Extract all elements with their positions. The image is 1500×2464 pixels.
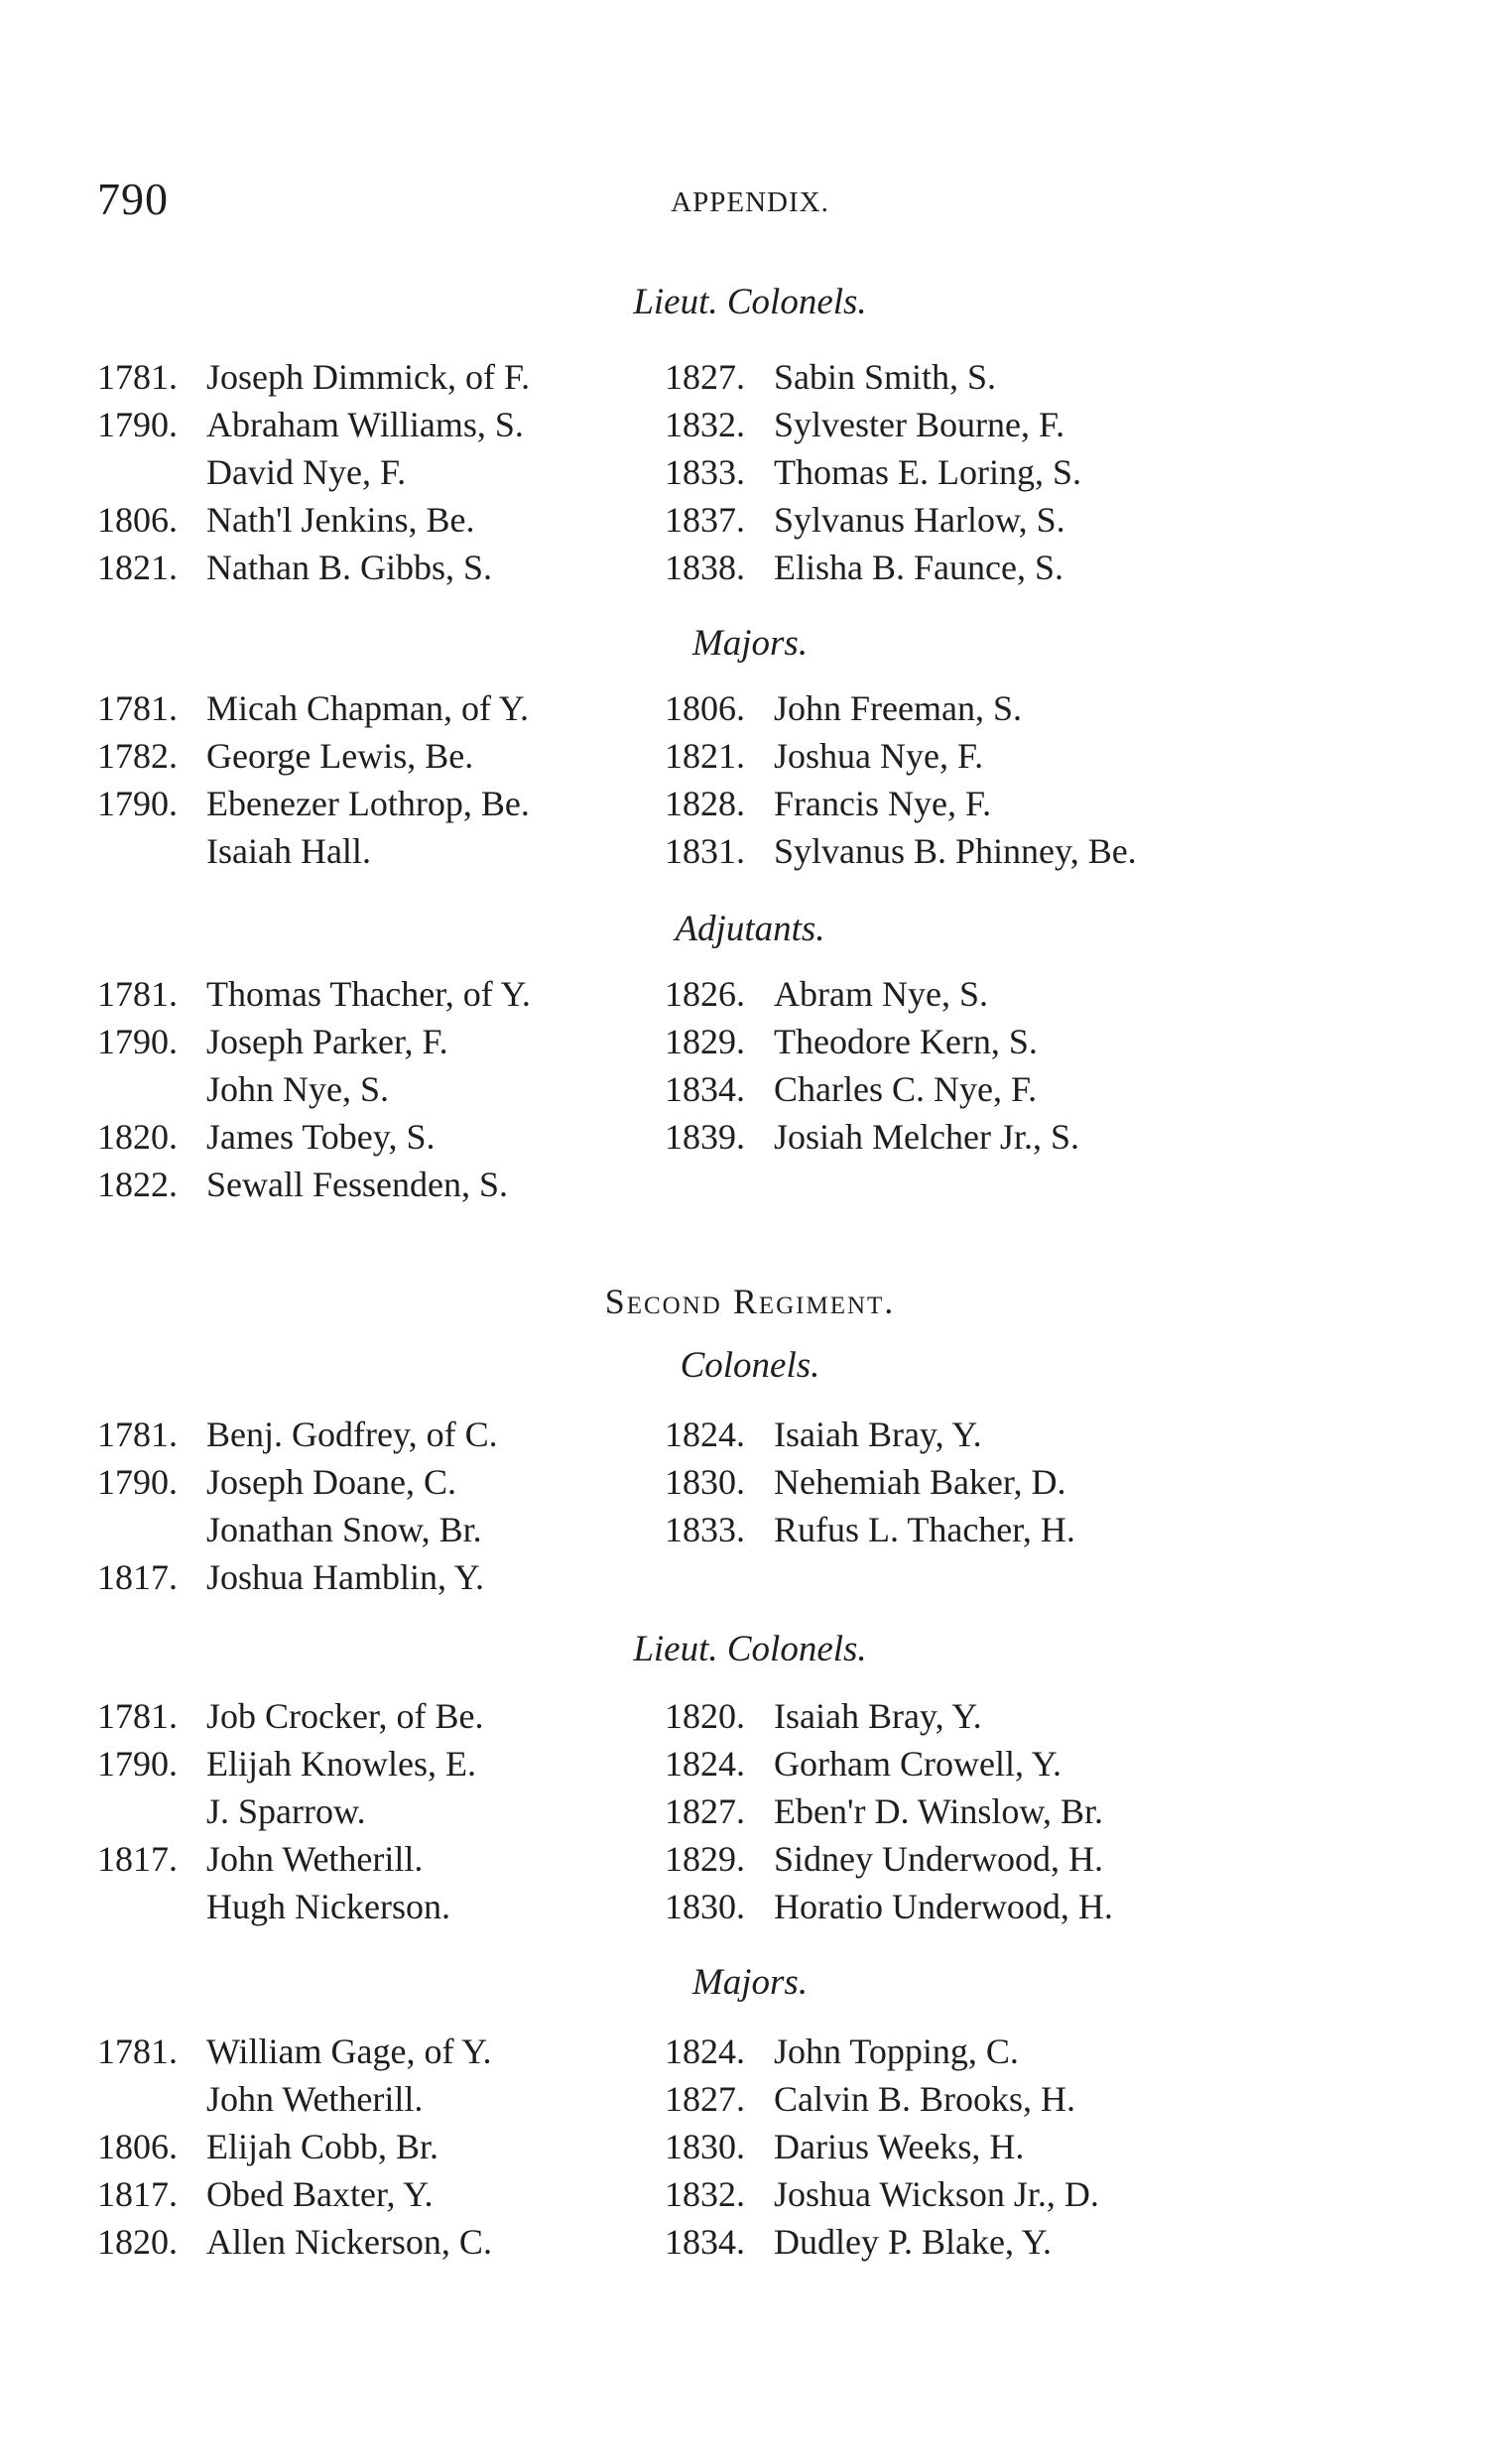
entry-name: Nathan B. Gibbs, S. [206, 548, 492, 587]
entry-year: 1829. [665, 1022, 745, 1061]
page-number: 790 [97, 174, 169, 224]
entry-name: Theodore Kern, S. [774, 1022, 1038, 1061]
entry-year: 1830. [665, 1887, 745, 1926]
entry-year: 1824. [665, 1415, 745, 1454]
entry-name: Joshua Nye, F. [774, 736, 984, 776]
entry-year: 1826. [665, 974, 745, 1014]
regiment-title: Second Regiment. [604, 1282, 896, 1321]
entry-year: 1781. [97, 2032, 178, 2071]
entry-year: 1831. [665, 831, 745, 871]
entry-name: William Gage, of Y. [206, 2032, 492, 2071]
entry-name: John Wetherill. [206, 1839, 424, 1879]
entry-name: Elijah Knowles, E. [206, 1744, 476, 1784]
entry-name: Josiah Melcher Jr., S. [774, 1117, 1079, 1157]
entry-name: Joshua Wickson Jr., D. [774, 2174, 1099, 2214]
entry-name: Obed Baxter, Y. [206, 2174, 434, 2214]
entry-year: 1833. [665, 1510, 745, 1549]
entry-year: 1821. [97, 548, 178, 587]
entry-name: John Freeman, S. [774, 688, 1022, 728]
entry-name: Sylvester Bourne, F. [774, 405, 1065, 444]
entry-year: 1806. [97, 2127, 178, 2166]
entry-year: 1834. [665, 1069, 745, 1109]
entry-year: 1820. [97, 1117, 178, 1157]
entry-name: Benj. Godfrey, of C. [206, 1415, 498, 1454]
entry-year: 1781. [97, 1696, 178, 1736]
entry-name: J. Sparrow. [206, 1791, 366, 1831]
entry-name: Jonathan Snow, Br. [206, 1510, 482, 1549]
entry-name: Nath'l Jenkins, Be. [206, 500, 475, 540]
entry-name: John Topping, C. [774, 2032, 1019, 2071]
entry-name: Isaiah Hall. [206, 831, 371, 871]
entry-name: Ebenezer Lothrop, Be. [206, 784, 530, 823]
entry-name: Horatio Underwood, H. [774, 1887, 1113, 1926]
section-heading-lieut-colonels-2: Lieut. Colonels. [633, 1629, 867, 1669]
entry-name: Sewall Fessenden, S. [206, 1165, 508, 1204]
entry-year: 1817. [97, 2174, 178, 2214]
entry-name: Calvin B. Brooks, H. [774, 2079, 1076, 2119]
entry-name: Isaiah Bray, Y. [774, 1415, 982, 1454]
entry-name: Thomas E. Loring, S. [774, 452, 1081, 492]
entry-name: Elisha B. Faunce, S. [774, 548, 1063, 587]
entry-year: 1837. [665, 500, 745, 540]
entry-year: 1839. [665, 1117, 745, 1157]
entry-name: Eben'r D. Winslow, Br. [774, 1791, 1104, 1831]
entry-year: 1827. [665, 1791, 745, 1831]
entry-year: 1790. [97, 1744, 178, 1784]
entry-year: 1824. [665, 1744, 745, 1784]
entry-year: 1782. [97, 736, 178, 776]
entry-year: 1832. [665, 405, 745, 444]
entry-year: 1790. [97, 1022, 178, 1061]
section-heading-colonels: Colonels. [680, 1345, 820, 1386]
entry-name: James Tobey, S. [206, 1117, 436, 1157]
entry-year: 1827. [665, 357, 745, 397]
entry-year: 1781. [97, 357, 178, 397]
entry-name: Darius Weeks, H. [774, 2127, 1025, 2166]
entry-year: 1830. [665, 1462, 745, 1502]
entry-name: Nehemiah Baker, D. [774, 1462, 1066, 1502]
entry-year: 1828. [665, 784, 745, 823]
entry-year: 1822. [97, 1165, 178, 1204]
entry-name: Gorham Crowell, Y. [774, 1744, 1062, 1784]
running-head: APPENDIX. [671, 186, 829, 218]
entry-name: Joseph Dimmick, of F. [206, 357, 531, 397]
entry-name: Joseph Parker, F. [206, 1022, 448, 1061]
entry-name: David Nye, F. [206, 452, 407, 492]
entry-year: 1832. [665, 2174, 745, 2214]
entry-year: 1790. [97, 405, 178, 444]
entry-year: 1817. [97, 1557, 178, 1597]
entry-year: 1834. [665, 2222, 745, 2262]
entry-name: Allen Nickerson, C. [206, 2222, 492, 2262]
entry-year: 1824. [665, 2032, 745, 2071]
entry-name: John Nye, S. [206, 1069, 390, 1109]
entry-name: Hugh Nickerson. [206, 1887, 450, 1926]
entry-name: John Wetherill. [206, 2079, 424, 2119]
entry-year: 1830. [665, 2127, 745, 2166]
entry-year: 1781. [97, 688, 178, 728]
entry-name: Abraham Williams, S. [206, 405, 524, 444]
entry-name: Elijah Cobb, Br. [206, 2127, 438, 2166]
entry-name: Joshua Hamblin, Y. [206, 1557, 485, 1597]
entry-year: 1820. [665, 1696, 745, 1736]
section-heading-lieut-colonels: Lieut. Colonels. [633, 282, 867, 322]
entry-name: Micah Chapman, of Y. [206, 688, 529, 728]
entry-year: 1821. [665, 736, 745, 776]
entry-name: Rufus L. Thacher, H. [774, 1510, 1075, 1549]
entry-name: Isaiah Bray, Y. [774, 1696, 982, 1736]
entry-year: 1817. [97, 1839, 178, 1879]
entry-year: 1833. [665, 452, 745, 492]
section-heading-adjutants: Adjutants. [675, 909, 825, 949]
entry-name: Sylvanus B. Phinney, Be. [774, 831, 1137, 871]
entry-year: 1790. [97, 1462, 178, 1502]
entry-name: Sylvanus Harlow, S. [774, 500, 1065, 540]
entry-name: Abram Nye, S. [774, 974, 988, 1014]
entry-name: Charles C. Nye, F. [774, 1069, 1038, 1109]
entry-year: 1806. [97, 500, 178, 540]
entry-name: Joseph Doane, C. [206, 1462, 456, 1502]
entry-year: 1806. [665, 688, 745, 728]
entry-year: 1790. [97, 784, 178, 823]
entry-name: Sabin Smith, S. [774, 357, 997, 397]
entry-year: 1838. [665, 548, 745, 587]
entry-name: George Lewis, Be. [206, 736, 474, 776]
section-heading-majors-2: Majors. [691, 1962, 809, 2003]
section-heading-majors: Majors. [691, 623, 809, 664]
entry-year: 1781. [97, 1415, 178, 1454]
entry-name: Francis Nye, F. [774, 784, 992, 823]
entry-name: Dudley P. Blake, Y. [774, 2222, 1053, 2262]
entry-name: Thomas Thacher, of Y. [206, 974, 531, 1014]
entry-year: 1827. [665, 2079, 745, 2119]
entry-year: 1781. [97, 974, 178, 1014]
entry-name: Sidney Underwood, H. [774, 1839, 1103, 1879]
entry-year: 1820. [97, 2222, 178, 2262]
entry-year: 1829. [665, 1839, 745, 1879]
entry-name: Job Crocker, of Be. [206, 1696, 484, 1736]
